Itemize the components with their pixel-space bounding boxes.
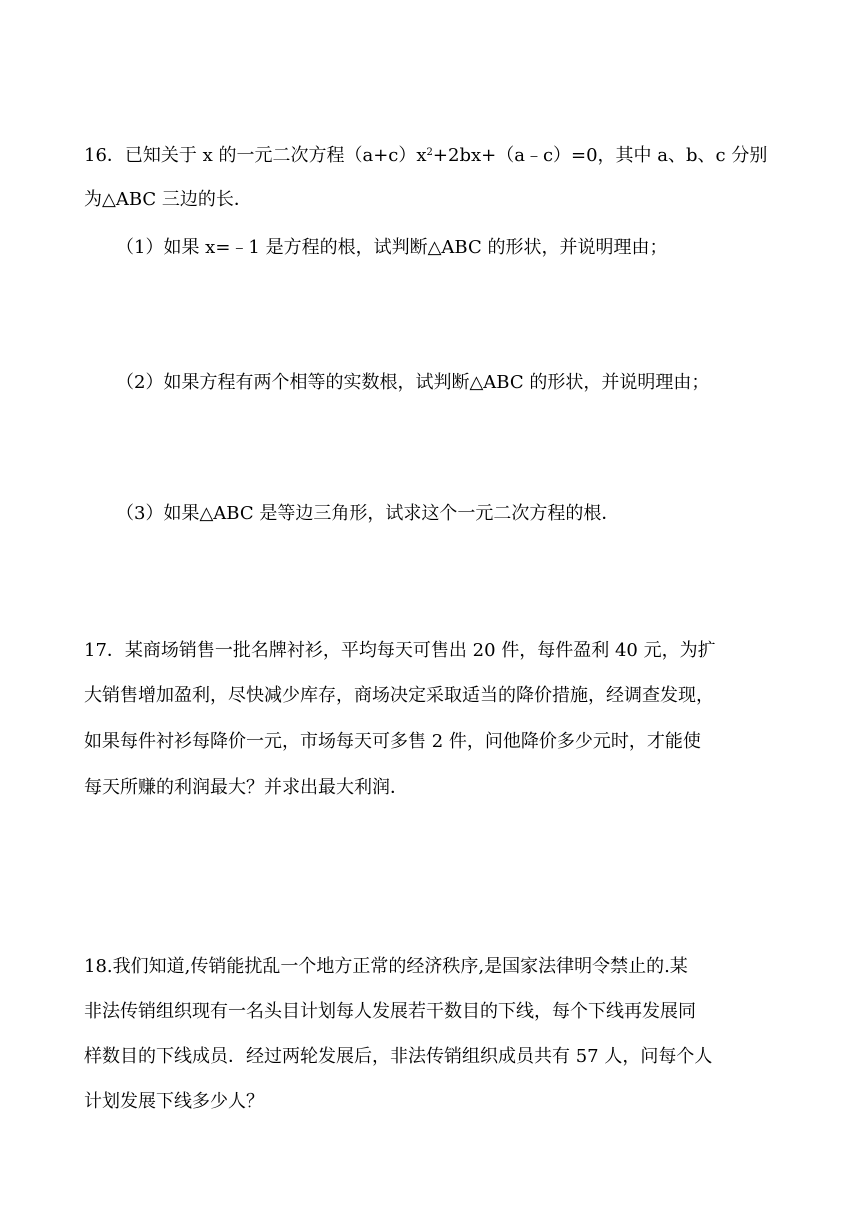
q16-exponent: 2 [426,147,433,158]
q16-part-3: （3）如果△ABC 是等边三角形，试求这个一元二次方程的根． [116,503,620,524]
q17-line-4: 每天所赚的利润最大？并求出最大利润． [84,777,408,798]
q17-line-3: 如果每件衬衫每降价一元，市场每天可多售 2 件，问他降价多少元时，才能使 [84,731,701,752]
q16-line-1-start: 16．已知关于 x 的一元二次方程（a+c）x [84,145,427,166]
q18-line-1: 18.我们知道,传销能扰乱一个地方正常的经济秩序,是国家法律明令禁止的.某 [84,956,688,977]
q17-line-1: 17．某商场销售一批名牌衬衫，平均每天可售出 20 件，每件盈利 40 元，为扩 [84,640,716,661]
q16-part-1: （1）如果 x=﹣1 是方程的根，试判断△ABC 的形状，并说明理由； [116,237,668,258]
q16-line-2: 为△ABC 三边的长． [84,189,252,210]
q16-line-1-end: +2bx+（a﹣c）=0，其中 a、b、c 分别 [432,145,768,166]
q16-part-2: （2）如果方程有两个相等的实数根，试判断△ABC 的形状，并说明理由； [116,372,710,393]
q17-line-2: 大销售增加盈利，尽快减少库存，商场决定采取适当的降价措施，经调查发现， [84,685,714,706]
q18-line-3: 样数目的下线成员．经过两轮发展后，非法传销组织成员共有 57 人，问每个人 [84,1046,713,1067]
q18-line-2: 非法传销组织现有一名头目计划每人发展若干数目的下线，每个下线再发展同 [84,1001,696,1022]
q18-line-4: 计划发展下线多少人？ [84,1091,264,1112]
q16-line-1 [84,144,767,168]
